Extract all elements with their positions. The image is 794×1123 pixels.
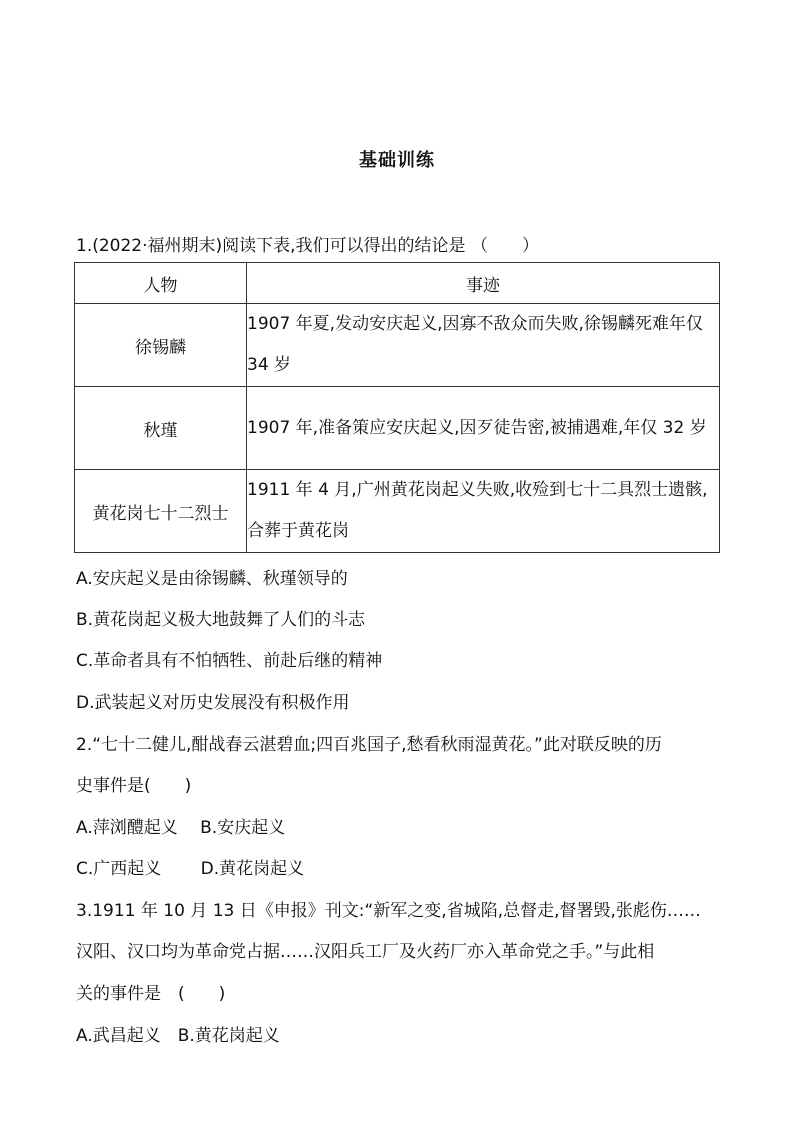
table-cell-deed: 1907 年,准备策应安庆起义,因歹徒告密,被捕遇难,年仅 32 岁	[247, 387, 720, 470]
table-row	[75, 470, 720, 553]
question-1-stem: 1.(2022·福州期末)阅读下表,我们可以得出的结论是 （ ）	[76, 236, 539, 256]
question-1-option-c: C.革命者具有不怕牺牲、前赴后继的精神	[76, 651, 383, 671]
question-3-options-line-1: A.武昌起义 B.黄花岗起义	[76, 1026, 280, 1046]
page-title: 基础训练	[359, 150, 435, 171]
events-table	[74, 262, 720, 553]
question-2-options-line-2: C.广西起义 D.黄花岗起义	[76, 859, 305, 879]
table-cell-deed: 1907 年夏,发动安庆起义,因寡不敌众而失败,徐锡麟死难年仅 34 岁	[247, 304, 720, 387]
question-3-stem-line-1: 3.1911 年 10 月 13 日《申报》刊文:“新军之变,省城陷,总督走,督署毁,张彪伤……	[76, 901, 701, 921]
table-row	[75, 387, 720, 470]
table-header-row	[75, 263, 720, 304]
table-cell-person: 黄花岗七十二烈士	[75, 470, 247, 553]
question-1-option-d: D.武装起义对历史发展没有积极作用	[76, 693, 350, 713]
question-3-stem-line-3: 关的事件是 ( )	[76, 984, 226, 1004]
table-cell-person: 秋瑾	[75, 387, 247, 470]
table-header-deed: 事迹	[247, 263, 720, 304]
question-1-option-b: B.黄花岗起义极大地鼓舞了人们的斗志	[76, 610, 366, 630]
table-header-person: 人物	[75, 263, 247, 304]
question-2-stem-line-2: 史事件是( )	[76, 776, 192, 796]
question-2-options-line-1: A.萍浏醴起义 B.安庆起义	[76, 818, 286, 838]
table-row	[75, 304, 720, 387]
question-3-stem-line-2: 汉阳、汉口均为革命党占据……汉阳兵工厂及火药厂亦入革命党之手。”与此相	[76, 942, 655, 962]
table-cell-deed: 1911 年 4 月,广州黄花岗起义失败,收殓到七十二具烈士遗骸,合葬于黄花岗	[247, 470, 720, 553]
question-2-stem-line-1: 2.“七十二健儿,酣战春云湛碧血;四百兆国子,愁看秋雨湿黄花。”此对联反映的历	[76, 735, 662, 755]
table-cell-person: 徐锡麟	[75, 304, 247, 387]
question-1-option-a: A.安庆起义是由徐锡麟、秋瑾领导的	[76, 569, 348, 589]
